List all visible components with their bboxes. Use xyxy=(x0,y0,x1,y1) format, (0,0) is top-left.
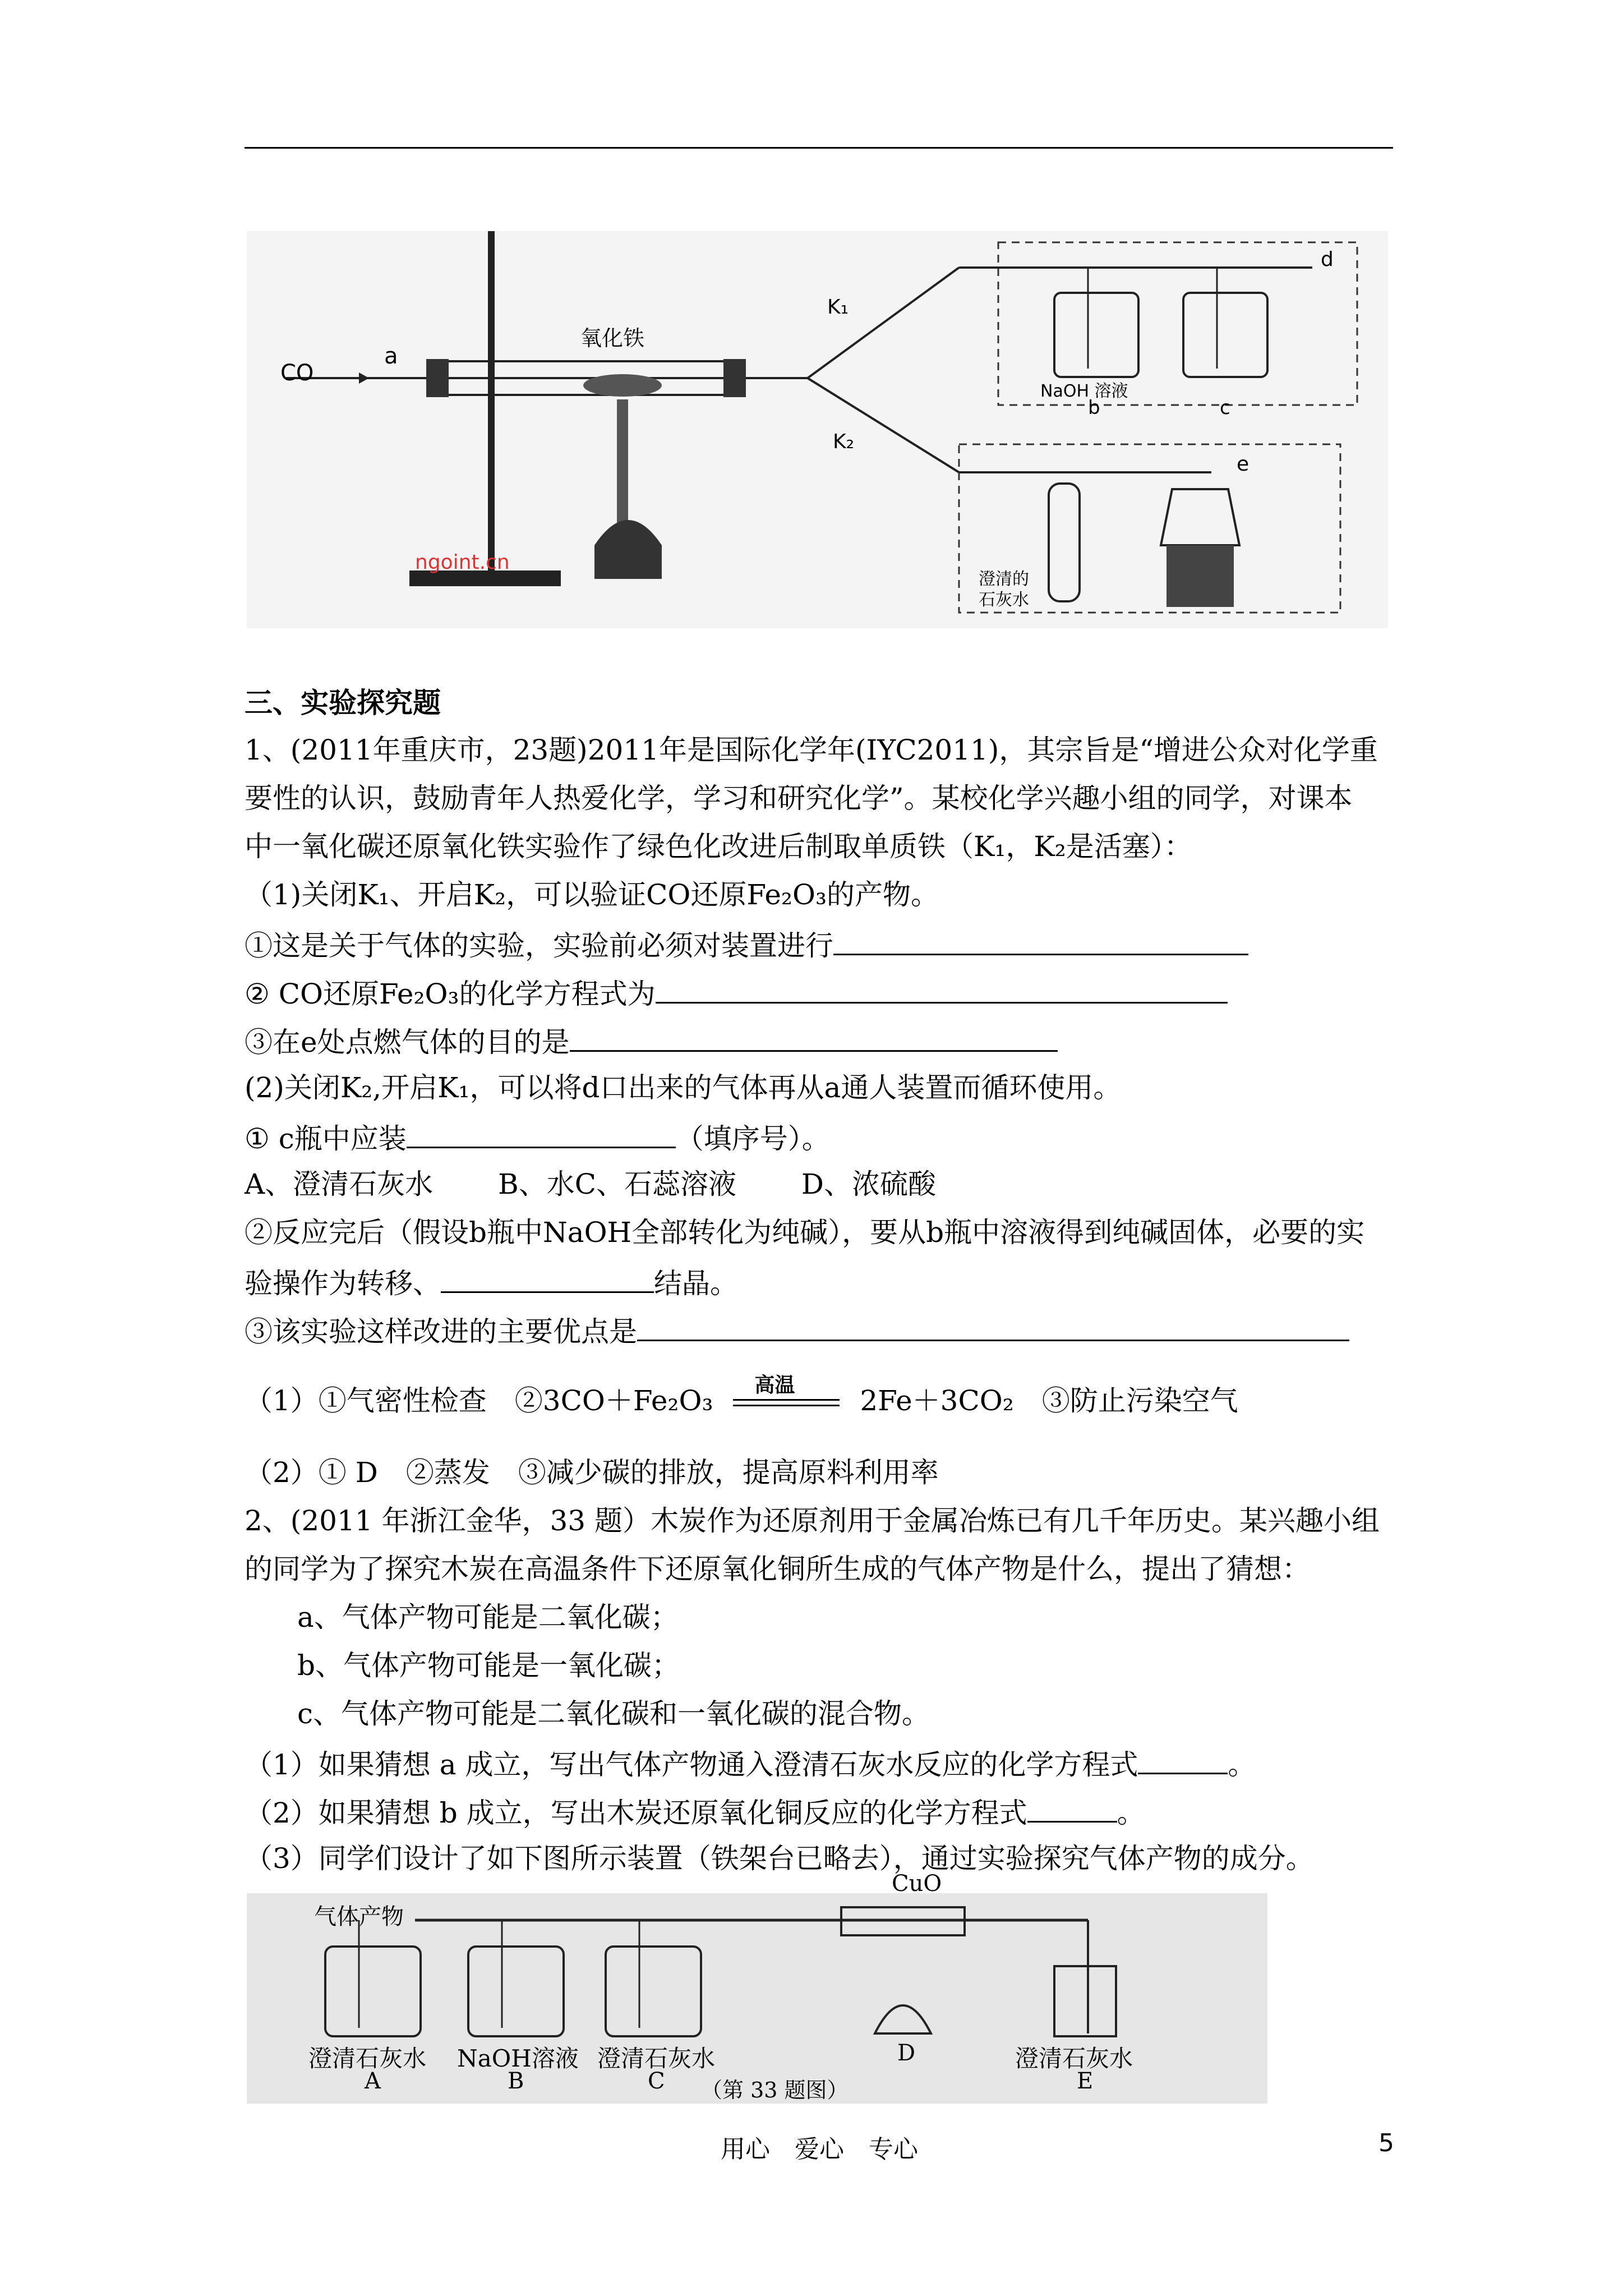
answer-blank-1c[interactable] xyxy=(570,1022,1058,1052)
q2-sub-1-end: 。 xyxy=(1228,1749,1256,1781)
bottle-b-label: b xyxy=(1088,397,1100,419)
answer-blank-2a[interactable] xyxy=(407,1119,676,1148)
bottle-c-label: c xyxy=(1220,397,1230,419)
letter-e: E xyxy=(1077,2068,1094,2094)
answer-blank-1a[interactable] xyxy=(833,926,1248,955)
q1-sub-1c-text: ③在e处点燃气体的目的是 xyxy=(245,1026,570,1059)
header-rule xyxy=(245,147,1393,149)
q1-sub-1b-text: ② CO还原Fe₂O₃的化学方程式为 xyxy=(245,978,656,1010)
q1-sub-1a-text: ①这是关于气体的实验，实验前必须对装置进行 xyxy=(245,930,833,962)
label-e: 澄清石灰水 xyxy=(1015,2045,1133,2072)
letter-a: A xyxy=(365,2068,381,2094)
q1-sub-2c-text: ③该实验这样改进的主要优点是 xyxy=(245,1315,637,1348)
letter-b: B xyxy=(508,2068,524,2094)
q2-sub-3: （3）同学们设计了如下图所示装置（铁架台已略去），通过实验探究气体产物的成分。 xyxy=(245,1842,1314,1875)
naoh-label: NaOH 溶液 xyxy=(1040,381,1128,401)
q1-sub-2b-1: ②反应完后（假设b瓶中NaOH全部转化为纯碱），要从b瓶中溶液得到纯碱固体，必要的实 xyxy=(245,1216,1365,1249)
q1-sub-1c xyxy=(245,1022,1058,1060)
q2-sub-1 xyxy=(245,1745,1256,1782)
valve-k1-label: K₁ xyxy=(827,296,849,319)
answer-blank-2b[interactable] xyxy=(441,1263,654,1293)
q1-sub-2a-text: ① c瓶中应装 xyxy=(245,1122,407,1155)
valve-k2-label: K₂ xyxy=(833,430,855,453)
q2-sub-1-text: （1）如果猜想 a 成立，写出气体产物通入澄清石灰水反应的化学方程式 xyxy=(245,1749,1138,1781)
co-label: CO xyxy=(280,360,314,386)
guess-c: c、气体产物可能是二氧化碳和一氧化碳的混合物。 xyxy=(297,1697,930,1730)
figure-co-reduction-apparatus xyxy=(247,231,1388,628)
q1-para-3: 中一氧化碳还原氧化铁实验作了绿色化改进后制取单质铁（K₁，K₂是活塞）： xyxy=(245,830,1192,863)
answer-1-rhs: 2Fe＋3CO₂ ③防止污染空气 xyxy=(860,1384,1238,1417)
q1-sub-2c xyxy=(245,1312,1349,1349)
answer-1 xyxy=(245,1373,1238,1418)
q1-sub-2b-2-tail: 结晶。 xyxy=(654,1267,738,1300)
reaction-arrow xyxy=(733,1373,840,1417)
limewater-label-2: 石灰水 xyxy=(979,590,1029,610)
limewater-label-1: 澄清的 xyxy=(979,569,1029,589)
answer-blank-1b[interactable] xyxy=(656,974,1228,1004)
guess-b: b、气体产物可能是一氧化碳； xyxy=(297,1649,680,1682)
q1-para-1: 1、(2011年重庆市，23题)2011年是国际化学年(IYC2011)，其宗旨是“增进公众对化学重 xyxy=(245,734,1378,766)
cuo-label: CuO xyxy=(892,1871,942,1897)
guess-a: a、气体产物可能是二氧化碳； xyxy=(297,1601,679,1634)
q2-sub-2-text: （2）如果猜想 b 成立，写出木炭还原氧化铜反应的化学方程式 xyxy=(245,1797,1027,1829)
q1-sub-2a-tail: （填序号）。 xyxy=(675,1122,830,1155)
footer-motto: 用心 爱心 专心 xyxy=(721,2135,918,2164)
outlet-d-label: d xyxy=(1321,248,1334,271)
gas-product-label: 气体产物 xyxy=(314,1904,404,1930)
label-c: 澄清石灰水 xyxy=(597,2045,716,2072)
label-a: 澄清石灰水 xyxy=(308,2045,427,2072)
condition-text: 高温 xyxy=(754,1373,795,1397)
watermark: ngoint.cn xyxy=(415,551,510,574)
figure-gas-product-apparatus xyxy=(247,1871,1267,2104)
q1-options: A、澄清石灰水 B、水C、石蕊溶液 D、浓硫酸 xyxy=(245,1168,936,1200)
inlet-a-label: a xyxy=(384,343,398,369)
q1-sub-1b xyxy=(245,974,1228,1011)
q2-para-1: 2、(2011 年浙江金华，33 题）木炭作为还原剂用于金属冶炼已有几千年历史。某兴趣小组 xyxy=(245,1504,1380,1537)
iron-oxide-label: 氧化铁 xyxy=(580,326,645,351)
answer-2: （2）① D ②蒸发 ③减少碳的排放，提高原料利用率 xyxy=(245,1456,939,1489)
q1-sub-2b-2 xyxy=(245,1263,738,1301)
section-title: 三、实验探究题 xyxy=(245,686,441,719)
q1-sub-2b-2-text: 验操作为转移、 xyxy=(245,1267,441,1300)
letter-d: D xyxy=(897,2040,916,2066)
q2-para-2: 的同学为了探究木炭在高温条件下还原氧化铜所生成的气体产物是什么，提出了猜想： xyxy=(245,1553,1310,1585)
q1-sub-1a xyxy=(245,926,1248,963)
q1-sub-2: (2)关闭K₂,开启K₁，可以将d口出来的气体再从a通人装置而循环使用。 xyxy=(245,1071,1122,1104)
q1-sub-1: （1)关闭K₁、开启K₂，可以验证CO还原Fe₂O₃的产物。 xyxy=(245,878,939,911)
answer-blank-q2-2[interactable] xyxy=(1027,1793,1117,1823)
page-number: 5 xyxy=(1378,2129,1394,2157)
figure-caption: （第 33 题图） xyxy=(701,2078,849,2102)
answer-1-lhs: （1）①气密性检查 ②3CO＋Fe₂O₃ xyxy=(245,1384,713,1417)
answer-blank-2c[interactable] xyxy=(637,1312,1349,1341)
q2-sub-2-end: 。 xyxy=(1117,1797,1145,1829)
answer-blank-q2-1[interactable] xyxy=(1138,1745,1228,1774)
letter-c: C xyxy=(648,2068,665,2094)
q2-sub-2 xyxy=(245,1793,1145,1830)
burner-e-label: e xyxy=(1237,453,1249,476)
q1-sub-2a xyxy=(245,1119,830,1156)
label-b: NaOH溶液 xyxy=(457,2045,579,2072)
q1-para-2: 要性的认识，鼓励青年人热爱化学，学习和研究化学”。某校化学兴趣小组的同学，对课本 xyxy=(245,782,1353,815)
